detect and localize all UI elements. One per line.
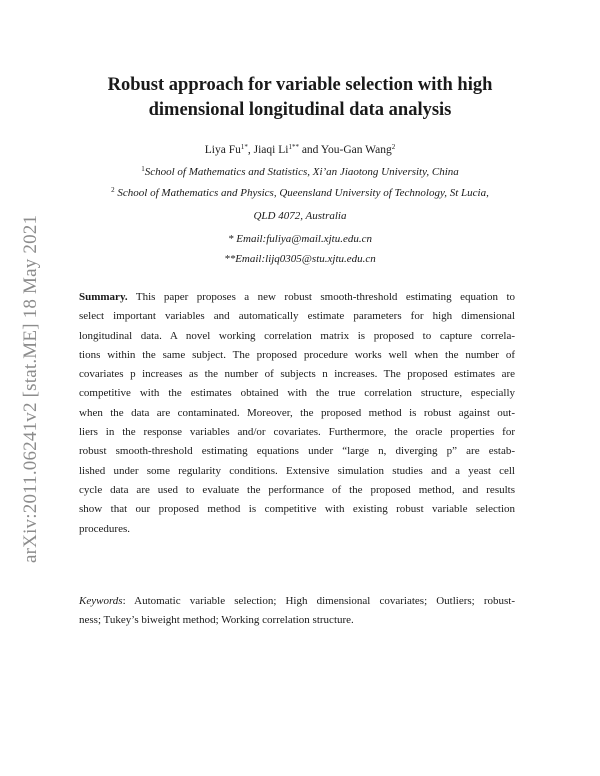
author-mark: 1* (240, 143, 248, 151)
abstract-line: tions within the same subject. The proposed procedure works well when the number of (79, 348, 515, 361)
abstract-line: cycle data are used to evaluate the performance of the proposed method, and results (79, 483, 515, 496)
abstract-line: liers in the response variables and/or covariates. Furthermore, the oracle properties for (79, 426, 515, 439)
abstract-line: Summary. This paper proposes a new robust smooth-threshold estimating equation to (79, 291, 515, 303)
abstract-line: when the data are contaminated. Moreover, the proposed method is robust against out- (79, 406, 515, 419)
abstract-line: robust smooth-threshold estimating equations under “large n, diverging p” are estab- (79, 445, 515, 458)
abstract-line: lished under some regularity conditions. Extensive simulation studies and a yeast cell (79, 464, 515, 477)
affiliation-text: School of Mathematics and Physics, Queensland University of Technology, St Lucia, (117, 187, 489, 199)
abstract (79, 288, 515, 539)
abstract-line: select important variables and automatically estimate parameters for high dimensional (79, 310, 515, 323)
keywords-line: Keywords: Automatic variable selection; High dimensional covariates; Outliers; robust- (79, 595, 515, 607)
author-separator: , (247, 144, 254, 156)
author-separator: and (298, 144, 321, 156)
keywords-line: ness; Tukey’s biweight method; Working correlation structure. (79, 614, 354, 627)
affiliation-number: 1 (141, 165, 145, 173)
author-list (0, 143, 600, 157)
abstract-heading: Summary. (79, 291, 128, 303)
affiliation-2 (0, 186, 600, 200)
author-name: You-Gan Wang (320, 144, 392, 156)
author-name: Liya Fu (204, 144, 241, 156)
abstract-line: competitive with the estimates obtained with the true correlation structure, especially (79, 387, 515, 400)
author-name: Jiaqi Li (253, 144, 289, 156)
keywords-label: Keywords (79, 595, 123, 607)
email-2: **Email:lijq0305@stu.xjtu.edu.cn (224, 253, 376, 265)
title-line-1: Robust approach for variable selection with high (107, 75, 493, 95)
abstract-line: covariates p increases as the number of subjects n increases. The proposed estimates are (79, 368, 515, 381)
affiliation-number: 2 (111, 186, 115, 194)
email-1: * Email:fuliya@mail.xjtu.edu.cn (228, 233, 372, 245)
title-line-2: dimensional longitudinal data analysis (148, 100, 452, 120)
paper-title (0, 73, 600, 123)
abstract-line: show that our proposed method is competitive with existing robust variable selection (79, 503, 515, 516)
affiliation-text: School of Mathematics and Statistics, Xi’an Jiaotong University, China (144, 166, 459, 178)
keywords (79, 592, 515, 631)
affiliation-2-continued: QLD 4072, Australia (253, 210, 347, 222)
arxiv-identifier: arXiv:2011.06241v2 [stat.ME] 18 May 2021 (20, 214, 41, 563)
abstract-line: procedures. (79, 522, 131, 535)
author-mark: 2 (391, 143, 396, 151)
author-mark: 1** (288, 143, 299, 151)
abstract-line: longitudinal data. A novel working correlation matrix is proposed to capture correla- (79, 329, 515, 342)
affiliation-1 (0, 165, 600, 179)
